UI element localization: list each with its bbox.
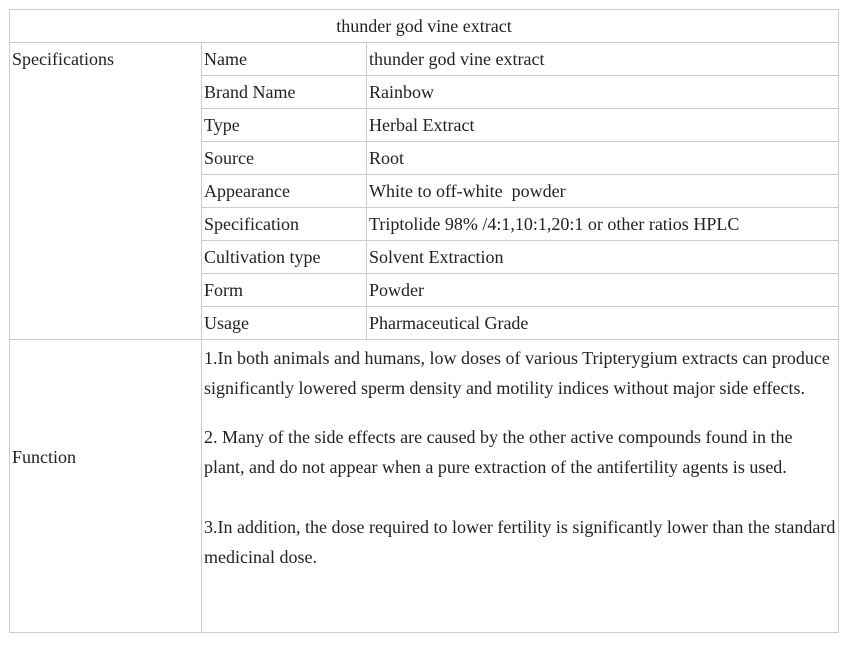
title-row [10, 10, 839, 43]
table-row [10, 43, 839, 76]
row-key-source: Source [202, 142, 367, 175]
row-key-specification: Specification [202, 208, 367, 241]
row-key-name: Name [202, 43, 367, 76]
row-key-usage: Usage [202, 307, 367, 340]
row-key-cultivation-type: Cultivation type [202, 241, 367, 274]
product-spec-table [9, 9, 839, 633]
function-row [10, 340, 839, 633]
function-label: Function [10, 340, 202, 633]
row-key-type: Type [202, 109, 367, 142]
row-key-form: Form [202, 274, 367, 307]
row-value-specification: Triptolide 98% /4:1,10:1,20:1 or other ratios HPLC [367, 208, 839, 241]
row-value-appearance: White to off-white powder [367, 175, 839, 208]
function-paragraph-1: 1.In both animals and humans, low doses of various Tripterygium extracts can produce significantly lowered sperm density and motility indices without major side effects. [204, 348, 830, 398]
row-key-brand-name: Brand Name [202, 76, 367, 109]
function-paragraph-3: 3.In addition, the dose required to lower fertility is significantly lower than the standard medicinal dose. [204, 517, 836, 567]
table-title: thunder god vine extract [10, 10, 839, 43]
row-value-usage: Pharmaceutical Grade [367, 307, 839, 340]
row-value-type: Herbal Extract [367, 109, 839, 142]
row-value-form: Powder [367, 274, 839, 307]
row-value-cultivation-type: Solvent Extraction [367, 241, 839, 274]
row-key-appearance: Appearance [202, 175, 367, 208]
specifications-label: Specifications [10, 43, 202, 340]
row-value-name: thunder god vine extract [367, 43, 839, 76]
row-value-source: Root [367, 142, 839, 175]
function-paragraph-2: 2. Many of the side effects are caused by the other active compounds found in the plant, and do not appear when a pure extraction of the antifertility agents is used. [204, 427, 793, 477]
function-description [202, 340, 839, 633]
row-value-brand-name: Rainbow [367, 76, 839, 109]
